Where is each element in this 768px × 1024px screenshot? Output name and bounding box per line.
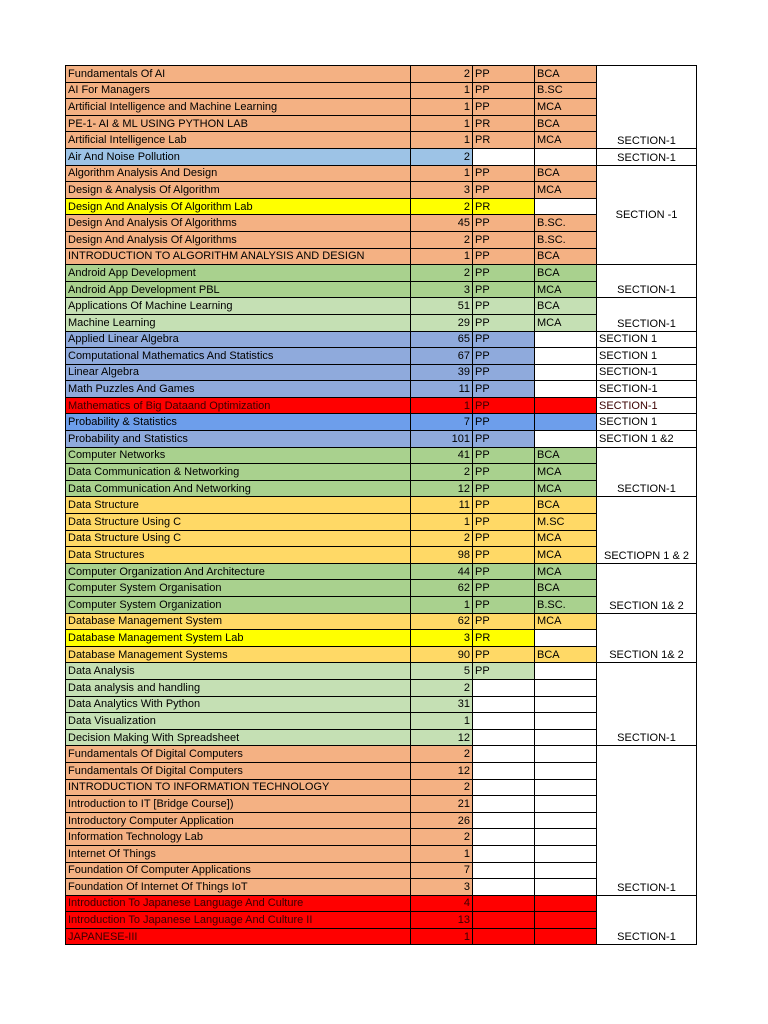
table-row [66,165,697,182]
course-name-cell: Fundamentals Of Digital Computers [66,746,411,763]
table-row [66,364,697,381]
course-table-body [66,66,697,945]
count-cell: 1 [411,115,473,132]
course-name-cell: Probability & Statistics [66,414,411,431]
type-cell: PP [473,497,535,514]
course-name-cell: Data Analysis [66,663,411,680]
program-cell: BCA [535,646,597,663]
type-cell: PP [473,331,535,348]
program-cell: MCA [535,132,597,149]
program-cell [535,796,597,813]
count-cell: 1 [411,82,473,99]
count-cell: 62 [411,613,473,630]
type-cell: PP [473,265,535,282]
program-cell [535,696,597,713]
program-cell: MCA [535,530,597,547]
course-name-cell: Foundation Of Internet Of Things IoT [66,879,411,896]
program-cell [535,762,597,779]
count-cell: 41 [411,447,473,464]
count-cell: 45 [411,215,473,232]
course-name-cell: Introductory Computer Application [66,812,411,829]
count-cell: 2 [411,746,473,763]
section-cell: SECTION-1 [597,148,697,165]
section-cell: SECTION-1 [597,265,697,298]
course-name-cell: Mathematics of Big Dataand Optimization [66,397,411,414]
course-name-cell: AI For Managers [66,82,411,99]
count-cell: 1 [411,165,473,182]
course-name-cell: Artificial Intelligence Lab [66,132,411,149]
section-cell: SECTION-1 [597,66,697,149]
program-cell [535,148,597,165]
type-cell: PP [473,364,535,381]
course-name-cell: Computer System Organisation [66,580,411,597]
type-cell [473,829,535,846]
type-cell: PP [473,215,535,232]
count-cell: 2 [411,148,473,165]
count-cell: 11 [411,381,473,398]
table-row [66,431,697,448]
type-cell [473,796,535,813]
course-name-cell: Database Management Systems [66,646,411,663]
program-cell: BCA [535,447,597,464]
course-name-cell: Computer System Organization [66,597,411,614]
table-row [66,563,697,580]
program-cell: BCA [535,497,597,514]
program-cell [535,779,597,796]
count-cell: 4 [411,895,473,912]
type-cell [473,779,535,796]
course-name-cell: Computer Organization And Architecture [66,563,411,580]
count-cell: 12 [411,729,473,746]
count-cell: 26 [411,812,473,829]
section-cell: SECTION-1 [597,298,697,331]
course-name-cell: Decision Making With Spreadsheet [66,729,411,746]
type-cell: PR [473,198,535,215]
type-cell [473,862,535,879]
count-cell: 101 [411,431,473,448]
count-cell: 2 [411,530,473,547]
count-cell: 21 [411,796,473,813]
program-cell [535,829,597,846]
count-cell: 1 [411,132,473,149]
type-cell: PP [473,182,535,199]
type-cell: PP [473,431,535,448]
course-name-cell: PE-1- AI & ML USING PYTHON LAB [66,115,411,132]
type-cell: PP [473,563,535,580]
program-cell [535,381,597,398]
type-cell [473,845,535,862]
type-cell: PP [473,447,535,464]
section-cell: SECTION 1 [597,414,697,431]
type-cell: PP [473,99,535,116]
program-cell: MCA [535,480,597,497]
table-row [66,148,697,165]
type-cell: PP [473,248,535,265]
course-name-cell: Data Structures [66,547,411,564]
course-name-cell: Data Structure Using C [66,514,411,531]
count-cell: 1 [411,514,473,531]
section-cell: SECTION-1 [597,364,697,381]
course-name-cell: Introduction To Japanese Language And Culture II [66,912,411,929]
table-row [66,895,697,912]
course-name-cell: Probability and Statistics [66,431,411,448]
program-cell: B.SC. [535,231,597,248]
program-cell [535,812,597,829]
type-cell: PP [473,298,535,315]
program-cell: MCA [535,99,597,116]
type-cell: PP [473,646,535,663]
program-cell: B.SC. [535,597,597,614]
count-cell: 2 [411,829,473,846]
type-cell [473,895,535,912]
program-cell [535,331,597,348]
count-cell: 1 [411,248,473,265]
count-cell: 2 [411,198,473,215]
count-cell: 7 [411,862,473,879]
type-cell: PP [473,480,535,497]
section-cell: SECTION -1 [597,165,697,265]
count-cell: 3 [411,281,473,298]
table-row [66,66,697,83]
table-row [66,746,697,763]
table-row [66,447,697,464]
type-cell: PP [473,514,535,531]
section-cell: SECTION-1 [597,663,697,746]
course-name-cell: Data Structure Using C [66,530,411,547]
table-row [66,381,697,398]
table-row [66,497,697,514]
type-cell: PP [473,530,535,547]
type-cell: PR [473,132,535,149]
course-name-cell: Database Management System [66,613,411,630]
program-cell: B.SC. [535,215,597,232]
course-name-cell: Data Communication & Networking [66,464,411,481]
count-cell: 51 [411,298,473,315]
type-cell: PR [473,630,535,647]
count-cell: 31 [411,696,473,713]
course-name-cell: Information Technology Lab [66,829,411,846]
program-cell [535,414,597,431]
type-cell: PP [473,580,535,597]
program-cell [535,845,597,862]
course-name-cell: Fundamentals Of Digital Computers [66,762,411,779]
program-cell [535,630,597,647]
program-cell [535,663,597,680]
type-cell: PP [473,547,535,564]
type-cell [473,879,535,896]
program-cell [535,729,597,746]
count-cell: 39 [411,364,473,381]
course-name-cell: Data Structure [66,497,411,514]
type-cell [473,679,535,696]
count-cell: 1 [411,713,473,730]
course-name-cell: Introduction To Japanese Language And Culture [66,895,411,912]
program-cell: BCA [535,580,597,597]
program-cell: MCA [535,547,597,564]
type-cell: PP [473,464,535,481]
course-name-cell: Design & Analysis Of Algorithm [66,182,411,199]
table-row [66,331,697,348]
type-cell: PP [473,165,535,182]
type-cell: PP [473,348,535,365]
program-cell [535,879,597,896]
count-cell: 12 [411,480,473,497]
count-cell: 2 [411,679,473,696]
count-cell: 2 [411,66,473,83]
count-cell: 2 [411,779,473,796]
course-name-cell: Data Communication And Networking [66,480,411,497]
course-name-cell: Math Puzzles And Games [66,381,411,398]
section-cell: SECTION-1 [597,447,697,497]
program-cell: BCA [535,165,597,182]
course-name-cell: Artificial Intelligence and Machine Learning [66,99,411,116]
count-cell: 65 [411,331,473,348]
type-cell [473,928,535,945]
count-cell: 1 [411,928,473,945]
course-name-cell: Database Management System Lab [66,630,411,647]
count-cell: 3 [411,630,473,647]
count-cell: 3 [411,879,473,896]
type-cell: PP [473,381,535,398]
type-cell [473,148,535,165]
course-name-cell: JAPANESE-III [66,928,411,945]
program-cell [535,928,597,945]
program-cell [535,679,597,696]
count-cell: 7 [411,414,473,431]
course-name-cell: INTRODUCTION TO INFORMATION TECHNOLOGY [66,779,411,796]
program-cell: BCA [535,115,597,132]
course-name-cell: Foundation Of Computer Applications [66,862,411,879]
program-cell [535,895,597,912]
type-cell [473,746,535,763]
course-name-cell: Android App Development PBL [66,281,411,298]
course-name-cell: Linear Algebra [66,364,411,381]
count-cell: 98 [411,547,473,564]
program-cell: BCA [535,265,597,282]
program-cell [535,348,597,365]
course-name-cell: INTRODUCTION TO ALGORITHM ANALYSIS AND DESIGN [66,248,411,265]
table-row [66,397,697,414]
course-name-cell: Applied Linear Algebra [66,331,411,348]
course-name-cell: Air And Noise Pollution [66,148,411,165]
program-cell [535,713,597,730]
section-cell: SECTION 1& 2 [597,563,697,613]
program-cell [535,397,597,414]
table-row [66,298,697,315]
type-cell [473,912,535,929]
course-name-cell: Computational Mathematics And Statistics [66,348,411,365]
course-name-cell: Android App Development [66,265,411,282]
count-cell: 1 [411,397,473,414]
type-cell: PP [473,231,535,248]
count-cell: 62 [411,580,473,597]
type-cell: PP [473,314,535,331]
course-name-cell: Fundamentals Of AI [66,66,411,83]
course-name-cell: Algorithm Analysis And Design [66,165,411,182]
section-cell: SECTIOPN 1 & 2 [597,497,697,563]
program-cell: BCA [535,248,597,265]
course-name-cell: Machine Learning [66,314,411,331]
type-cell: PP [473,66,535,83]
program-cell [535,912,597,929]
count-cell: 12 [411,762,473,779]
type-cell: PP [473,281,535,298]
count-cell: 44 [411,563,473,580]
section-cell: SECTION 1 [597,348,697,365]
type-cell [473,729,535,746]
course-name-cell: Design And Analysis Of Algorithms [66,231,411,248]
type-cell: PP [473,663,535,680]
table-row [66,348,697,365]
program-cell [535,198,597,215]
count-cell: 1 [411,597,473,614]
count-cell: 1 [411,845,473,862]
program-cell: MCA [535,281,597,298]
program-cell [535,431,597,448]
table-row [66,663,697,680]
section-cell: SECTION-1 [597,895,697,945]
type-cell [473,812,535,829]
type-cell: PP [473,414,535,431]
count-cell: 2 [411,265,473,282]
course-name-cell: Internet Of Things [66,845,411,862]
count-cell: 67 [411,348,473,365]
count-cell: 2 [411,231,473,248]
count-cell: 29 [411,314,473,331]
count-cell: 13 [411,912,473,929]
course-name-cell: Design And Analysis Of Algorithms [66,215,411,232]
program-cell: MCA [535,563,597,580]
section-cell: SECTION 1 [597,331,697,348]
count-cell: 3 [411,182,473,199]
course-name-cell: Introduction to IT [Bridge Course]) [66,796,411,813]
count-cell: 11 [411,497,473,514]
program-cell [535,862,597,879]
course-name-cell: Data analysis and handling [66,679,411,696]
type-cell: PP [473,397,535,414]
course-name-cell: Data Visualization [66,713,411,730]
count-cell: 5 [411,663,473,680]
type-cell [473,762,535,779]
section-cell: SECTION 1 &2 [597,431,697,448]
program-cell: M.SC [535,514,597,531]
program-cell: MCA [535,464,597,481]
course-name-cell: Applications Of Machine Learning [66,298,411,315]
program-cell: MCA [535,314,597,331]
type-cell [473,713,535,730]
type-cell: PR [473,115,535,132]
type-cell: PP [473,82,535,99]
table-row [66,414,697,431]
course-table [65,65,697,945]
program-cell: BCA [535,298,597,315]
section-cell: SECTION-1 [597,381,697,398]
section-cell: SECTION-1 [597,746,697,895]
section-cell: SECTION 1& 2 [597,613,697,663]
count-cell: 2 [411,464,473,481]
type-cell: PP [473,597,535,614]
course-name-cell: Data Analytics With Python [66,696,411,713]
table-row [66,613,697,630]
program-cell: MCA [535,613,597,630]
section-cell: SECTION-1 [597,397,697,414]
program-cell: B.SC [535,82,597,99]
count-cell: 1 [411,99,473,116]
table-row [66,265,697,282]
count-cell: 90 [411,646,473,663]
program-cell [535,364,597,381]
type-cell: PP [473,613,535,630]
type-cell [473,696,535,713]
program-cell [535,746,597,763]
program-cell: BCA [535,66,597,83]
course-name-cell: Computer Networks [66,447,411,464]
program-cell: MCA [535,182,597,199]
course-name-cell: Design And Analysis Of Algorithm Lab [66,198,411,215]
